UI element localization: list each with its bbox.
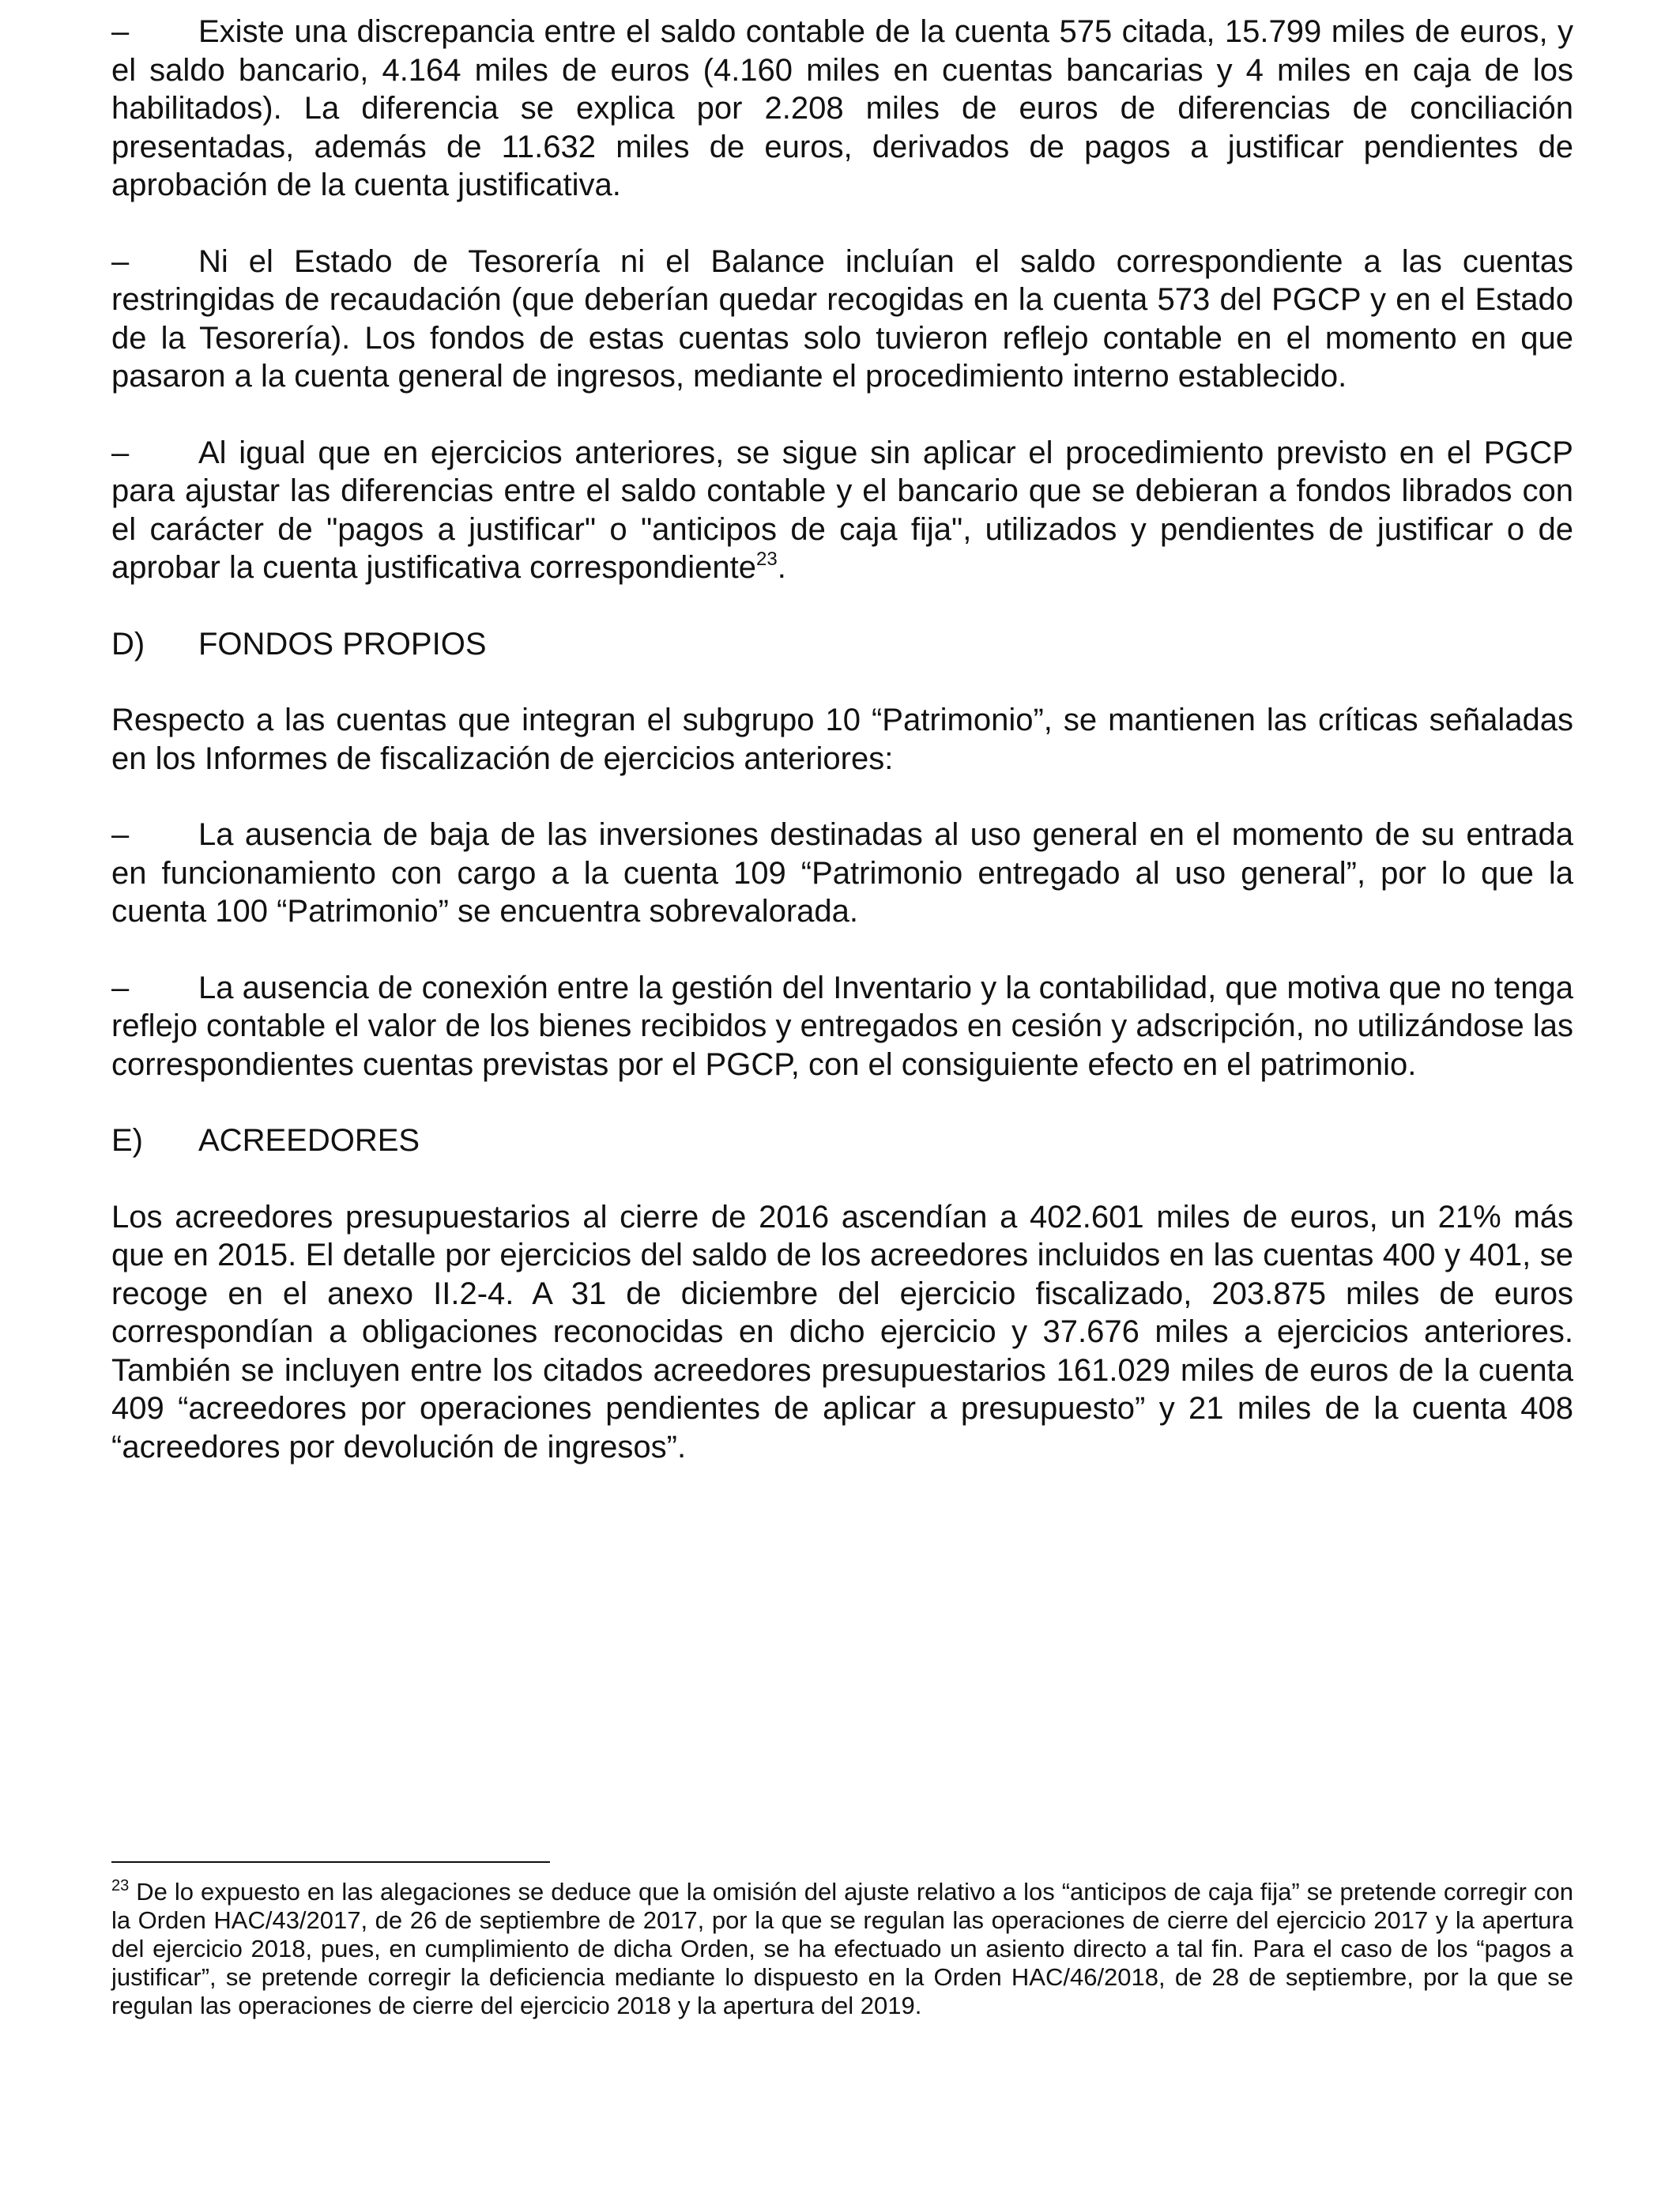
section-heading-fondos-propios	[111, 625, 1573, 664]
paragraph-text: Existe una discrepancia entre el saldo contable de la cuenta 575 citada, 15.799 miles de euros, y el saldo bancario, 4.164 miles de euros (4.160 miles en cuentas bancarias y 4 miles en caja de los habilitados). La diferencia se explica por 2.208 miles de euros de diferencias de conciliación presentadas, además de 11.632 miles de euros, derivados de pagos a justificar pendientes de aprobación de la cuenta justificativa.	[111, 14, 1573, 202]
bullet-paragraph-pgcp-procedure	[111, 434, 1573, 587]
bullet-paragraph-restricted-accounts	[111, 243, 1573, 396]
section-letter: D)	[111, 626, 145, 662]
footnote-reference[interactable]: 23	[756, 548, 778, 570]
bullet-paragraph-inversiones	[111, 816, 1573, 931]
paragraph-text: Ni el Estado de Tesorería ni el Balance incluían el saldo correspondiente a las cuentas restringidas de recaudación (que deberían quedar recogidas en la cuenta 573 del PGCP y en el Estado de la Tesorería). Los fondos de estas cuentas solo tuvieron reflejo contable en el momento en que pasaron a la cuenta general de ingresos, mediante el procedimiento interno establecido.	[111, 243, 1573, 394]
dash-marker: –	[111, 435, 130, 470]
dash-marker: –	[111, 14, 130, 49]
section-title: FONDOS PROPIOS	[198, 626, 487, 662]
paragraph-text: La ausencia de conexión entre la gestión del Inventario y la contabilidad, que motiva que no tenga reflejo contable el valor de los bienes recibidos y entregados en cesión y adscripción, no utilizándose las correspondientes cuentas previstas por el PGCP, con el consiguiente efecto en el patrimonio.	[111, 970, 1573, 1082]
footnote-number: 23	[111, 1877, 130, 1894]
bullet-paragraph-inventario	[111, 969, 1573, 1084]
paragraph-text: Al igual que en ejercicios anteriores, se sigue sin aplicar el procedimiento previsto en el PGCP para ajustar las diferencias entre el saldo contable y el bancario que se debieran a fondos librados con el carácter de "pagos a justificar" o "anticipos de caja fija", utilizados y pendientes de justificar o de aprobar la cuenta justificativa correspondiente	[111, 435, 1573, 585]
footnote-text: De lo expuesto en las alegaciones se deduce que la omisión del ajuste relativo a los “anticipos de caja fija” se pretende corregir con la Orden HAC/43/2017, de 26 de septiembre de 2017, por la que se regulan las operaciones de cierre del ejercicio 2017 y la apertura del ejercicio 2018, pues, en cumplimiento de dicha Orden, se ha efectuado un asiento directo a tal fin. Para el caso de los “pagos a justificar”, se pretende corregir la deficiencia mediante lo dispuesto en la Orden HAC/46/2018, de 28 de septiembre, por la que se regulan las operaciones de cierre del ejercicio 2018 y la apertura del 2019.	[111, 1878, 1573, 2019]
footnote-separator	[111, 1861, 550, 1863]
bullet-paragraph-575-discrepancy	[111, 13, 1573, 205]
section-heading-acreedores	[111, 1122, 1573, 1160]
dash-marker: –	[111, 970, 130, 1005]
document-body	[111, 13, 1573, 1466]
paragraph-text: La ausencia de baja de las inversiones destinadas al uso general en el momento de su entrada en funcionamiento con cargo a la cuenta 109 “Patrimonio entregado al uso general”, por lo que la cuenta 100 “Patrimonio” se encuentra sobrevalorada.	[111, 817, 1573, 929]
dash-marker: –	[111, 243, 130, 279]
section-title: ACREEDORES	[198, 1123, 420, 1158]
acreedores-paragraph: Los acreedores presupuestarios al cierre de 2016 ascendían a 402.601 miles de euros, un 21% más que en 2015. El detalle por ejercicios del saldo de los acreedores incluidos en las cuentas 400 y 401, se recoge en el anexo II.2-4. A 31 de diciembre del ejercicio fiscalizado, 203.875 miles de euros correspondían a obligaciones reconocidas en dicho ejercicio y 37.676 miles a ejercicios anteriores. También se incluyen entre los citados acreedores presupuestarios 161.029 miles de euros de la cuenta 409 “acreedores por operaciones pendientes de aplicar a presupuesto” y 21 miles de la cuenta 408 “acreedores por devolución de ingresos”.	[111, 1199, 1573, 1465]
dash-marker: –	[111, 817, 130, 852]
section-letter: E)	[111, 1123, 143, 1158]
fondos-propios-intro: Respecto a las cuentas que integran el subgrupo 10 “Patrimonio”, se mantienen las críticas señaladas en los Informes de fiscalización de ejercicios anteriores:	[111, 703, 1573, 776]
paragraph-trailing-period: .	[777, 550, 786, 585]
footnote-23	[111, 1878, 1573, 2020]
